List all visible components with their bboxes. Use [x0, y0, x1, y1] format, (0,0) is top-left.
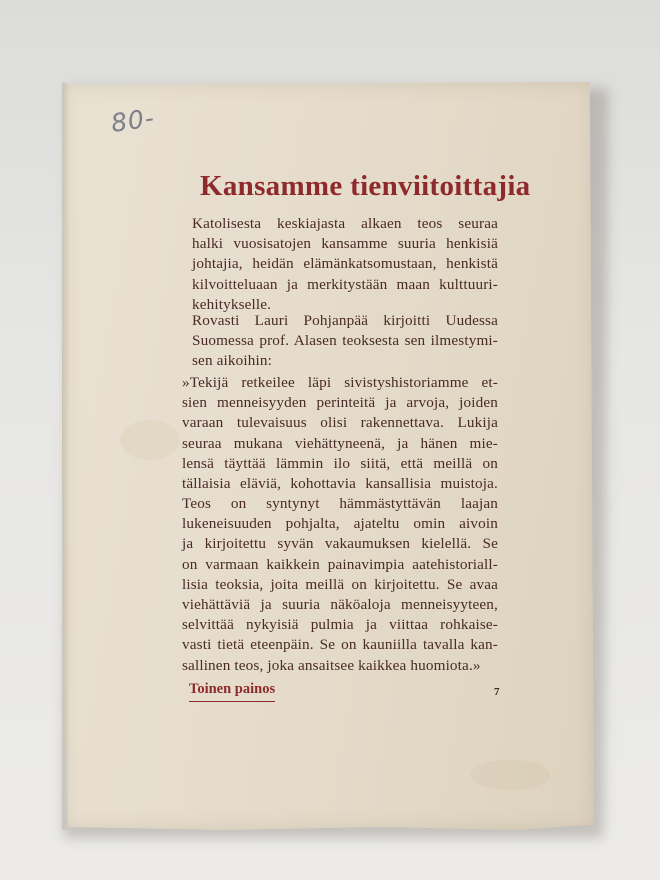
paper-stain [470, 760, 550, 790]
text-line: vasti tietä eteenpäin. Se on kauniilla tavalla kan- [182, 636, 498, 654]
text-line: selvittää nykyisiä pulmia ja viittaa rohkaise- [182, 616, 498, 634]
text-line: lensä täyttää lämmin ilo siitä, että meillä on [182, 454, 498, 472]
paragraph-quote-1 [182, 373, 498, 494]
paragraph-intro [192, 214, 498, 315]
text-line: »Tekijä retkeilee läpi sivistyshistoriamme et- [182, 374, 498, 391]
text-line: lisia teoksia, joita meillä on kirjoitettu. Se avaa [182, 575, 498, 593]
book-spine-edge [62, 82, 70, 830]
text-line: sen aikoihin: [192, 352, 272, 370]
paper-stain [120, 420, 180, 460]
text-line: tällaisia eläviä, kohottavia kansallisia muistoja. [182, 475, 498, 493]
text-line: Teos on syntynyt hämmästyttävän laajan [182, 495, 498, 512]
book-title: Kansamme tienviitoittajia [200, 170, 531, 202]
text-line: ja kirjoitettu syvän vakaumuksen kielellä. Se [182, 535, 498, 553]
text-line: varaan tulevaisuus olisi rakennettava. Lukija [182, 414, 498, 432]
edition-label: Toinen painos [189, 681, 275, 702]
text-line: sallinen teos, joka ansaitsee kaikkea huomiota.» [182, 656, 481, 674]
text-line: halki vuosisatojen kansamme suuria henkisiä [192, 235, 498, 253]
pencil-price-note: 80- [109, 103, 157, 138]
text-line: seuraa mukana viehättyneenä, ja hänen mie- [182, 434, 498, 452]
text-line: Rovasti Lauri Pohjanpää kirjoitti Uudessa [192, 312, 498, 329]
text-line: johtajia, heidän elämänkatsomustaan, henkistä [192, 255, 498, 273]
text-line: kehitykselle. [192, 295, 272, 313]
text-line: viehättäviä ja suuria näköaloja menneisyyteen, [182, 596, 498, 614]
text-line: Suomessa prof. Alasen teoksesta sen ilmestymi- [192, 332, 498, 350]
text-line: Katolisesta keskiajasta alkaen teos seuraa [192, 215, 498, 232]
text-line: on varmaan kaikkein painavimpia aatehistoriall- [182, 555, 498, 573]
text-line: sien menneisyyden perinteitä ja arvoja, joiden [182, 394, 498, 412]
text-line: kilvoitteluaan ja merkitystään maan kulttuuri- [192, 275, 498, 293]
page-number: 7 [494, 686, 500, 698]
paragraph-review-intro [192, 311, 498, 372]
paragraph-quote-2 [182, 494, 498, 676]
text-line: lukeneisuuden pohjalta, ajateltu omin aivoin [182, 515, 498, 533]
